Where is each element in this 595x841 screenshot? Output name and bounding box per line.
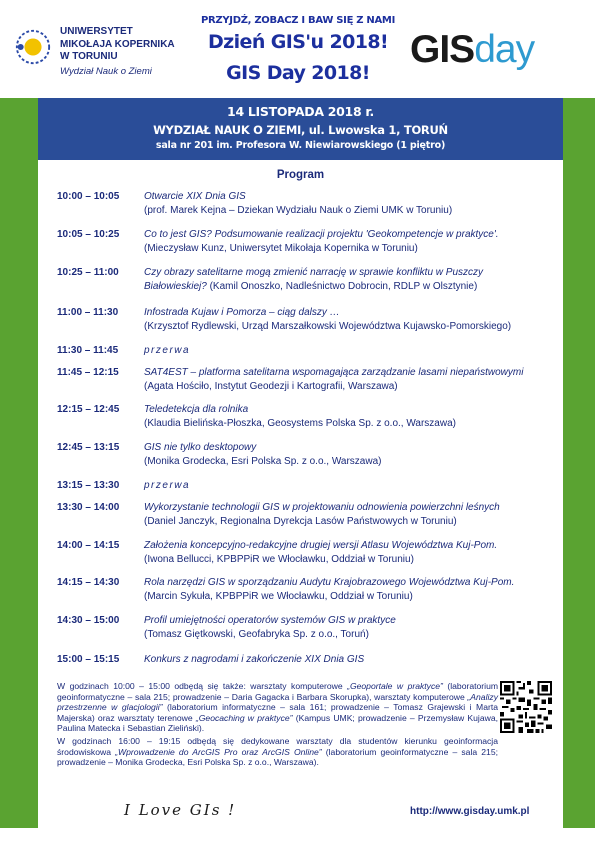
- item-title: SAT4EST – platforma satelitarna wspomagająca zarządzanie lasami niepaństwowymi: [144, 367, 524, 378]
- item-title: Wykorzystanie technologii GIS w projektowaniu odnowienia powierzchni leśnych: [144, 502, 500, 513]
- item-speaker: (Marcin Sykuła, KPBPPiR we Włocławku, Oddział w Toruniu): [144, 590, 413, 602]
- item-time: 14:00 – 14:15: [57, 540, 120, 551]
- item-speaker: (Mieczysław Kunz, Uniwersytet Mikołaja Kopernika w Toruniu): [144, 242, 418, 254]
- left-green-stripe: [0, 0, 38, 841]
- item-speaker: (Krzysztof Rydlewski, Urząd Marszałkowski Województwa Kujawsko-Pomorskiego): [144, 320, 512, 332]
- item-speaker: (Kamil Onoszko, Nadleśnictwo Dobrocin, RDLP w Olsztynie): [206, 280, 478, 292]
- item-time: 12:15 – 12:45: [57, 404, 120, 415]
- university-name: UNIWERSYTET MIKOŁAJA KOPERNIKA W TORUNIU: [60, 26, 175, 62]
- item-time: 13:30 – 14:00: [57, 502, 120, 513]
- event-room: sala nr 201 im. Profesora W. Niewiarowskiego (1 piętro): [155, 140, 446, 151]
- break-label: przerwa: [144, 345, 191, 356]
- event-place: WYDZIAŁ NAUK O ZIEMI, ul. Lwowska 1, TORUŃ: [153, 123, 448, 137]
- university-logo-icon: [14, 28, 52, 66]
- item-speaker: (Iwona Bellucci, KPBPPiR we Włocławku, Oddział w Toruniu): [144, 553, 414, 565]
- item-title: GIS nie tylko desktopowy: [144, 442, 257, 453]
- item-time: 10:05 – 10:25: [57, 229, 120, 240]
- qr-code-icon: [500, 681, 552, 733]
- item-time: 12:45 – 13:15: [57, 442, 120, 453]
- event-date: 14 LISTOPADA 2018 r.: [227, 104, 374, 119]
- item-title: Infostrada Kujaw i Pomorza – ciąg dalszy …: [144, 307, 340, 318]
- website-link[interactable]: http://www.gisday.umk.pl: [410, 806, 530, 817]
- gisday-logo: GISday: [410, 28, 535, 71]
- event-title-pl: Dzień GIS'u 2018!: [207, 31, 389, 53]
- break-label: przerwa: [144, 480, 191, 491]
- item-title: Konkurs z nagrodami i zakończenie XIX Dnia GIS: [144, 654, 365, 665]
- item-title: Rola narzędzi GIS w sporządzaniu Audytu Krajobrazowego Województwa Kuj-Pom.: [144, 577, 515, 588]
- item-title: Profil umiejętności operatorów systemów GIS w praktyce: [144, 615, 396, 626]
- item-time: 13:15 – 13:30: [57, 480, 120, 491]
- item-time: 14:30 – 15:00: [57, 615, 120, 626]
- item-title: Czy obrazy satelitarne mogą zmienić narrację w sprawie konfliktu w Puszczy: [144, 267, 484, 278]
- workshops-info: [57, 681, 498, 770]
- item-time: 10:00 – 10:05: [57, 191, 120, 202]
- item-time: 14:15 – 14:30: [57, 577, 120, 588]
- item-speaker: (Agata Hościło, Instytut Geodezji i Kartografii, Warszawa): [144, 380, 398, 392]
- item-time: 10:25 – 11:00: [57, 267, 119, 278]
- item-speaker: (Klaudia Bielińska-Płoszka, Geosystems Polska Sp. z o.o., Warszawa): [144, 417, 456, 429]
- event-title-en: GIS Day 2018!: [226, 62, 370, 84]
- right-green-stripe: [563, 0, 595, 841]
- item-time: 15:00 – 15:15: [57, 654, 120, 665]
- item-speaker: (Monika Grodecka, Esri Polska Sp. z o.o., Warszawa): [144, 455, 382, 467]
- item-time: 11:45 – 12:15: [57, 367, 119, 378]
- item-title: Założenia koncepcyjno-redakcyjne drugiej wersji Atlasu Województwa Kuj-Pom.: [144, 540, 498, 551]
- faculty-name: Wydział Nauk o Ziemi: [60, 66, 152, 77]
- workshops-paragraph-1: W godzinach 10:00 – 15:00 odbędą się także: warsztaty komputerowe „Geoportale w praktyce” (laboratorium geoinformatyczne – sala 215; prowadzenie – Daria Gagacka i Barbara Skorupka), warsztaty komputerowe „Analizy przestrzenne w glacjologii” (laboratorium informatyczne – sala 161; prowadzenie – Tomasz Grajewski i Marta Majerska) oraz warsztaty terenowe „Geocaching w praktyce” (Kampus UMK; prowadzenie – Przemysław Kujawa, Paulina Matecka i Sebastian Zieliński).: [57, 681, 499, 734]
- item-time: 11:30 – 11:45: [57, 345, 119, 356]
- item-time: 11:00 – 11:30: [57, 307, 119, 318]
- item-title-cont: Białowieskiej?: [144, 280, 207, 292]
- item-title: Otwarcie XIX Dnia GIS: [144, 191, 246, 202]
- love-gis-handwriting: I Love GIs !: [124, 801, 237, 819]
- invite-text: PRZYJDŹ, ZOBACZ I BAW SIĘ Z NAMI: [200, 15, 396, 26]
- workshops-paragraph-2: W godzinach 16:00 – 19:15 odbędą się dedykowane warsztaty dla studentów kierunku geoinformacja środowiskowa „Wprowadzenie do ArcGIS Pro oraz ArcGIS Online” (laboratorium geoinformatyczne – sala 215; prowadzenie – Monika Grodecka, Esri Polska Sp. z o.o., Warszawa).: [57, 735, 499, 768]
- item-speaker: (prof. Marek Kejna – Dziekan Wydziału Nauk o Ziemi UMK w Toruniu): [144, 204, 453, 216]
- program-heading: Program: [276, 169, 325, 181]
- item-speaker: (Daniel Janczyk, Regionalna Dyrekcja Lasów Państwowych w Toruniu): [144, 515, 457, 527]
- item-speaker: (Tomasz Giętkowski, Geofabryka Sp. z o.o., Toruń): [144, 628, 369, 640]
- event-banner: [38, 98, 563, 160]
- item-title: Teledetekcja dla rolnika: [144, 404, 249, 415]
- item-title: Co to jest GIS? Podsumowanie realizacji projektu 'Geokompetencje w praktyce'.: [144, 229, 499, 240]
